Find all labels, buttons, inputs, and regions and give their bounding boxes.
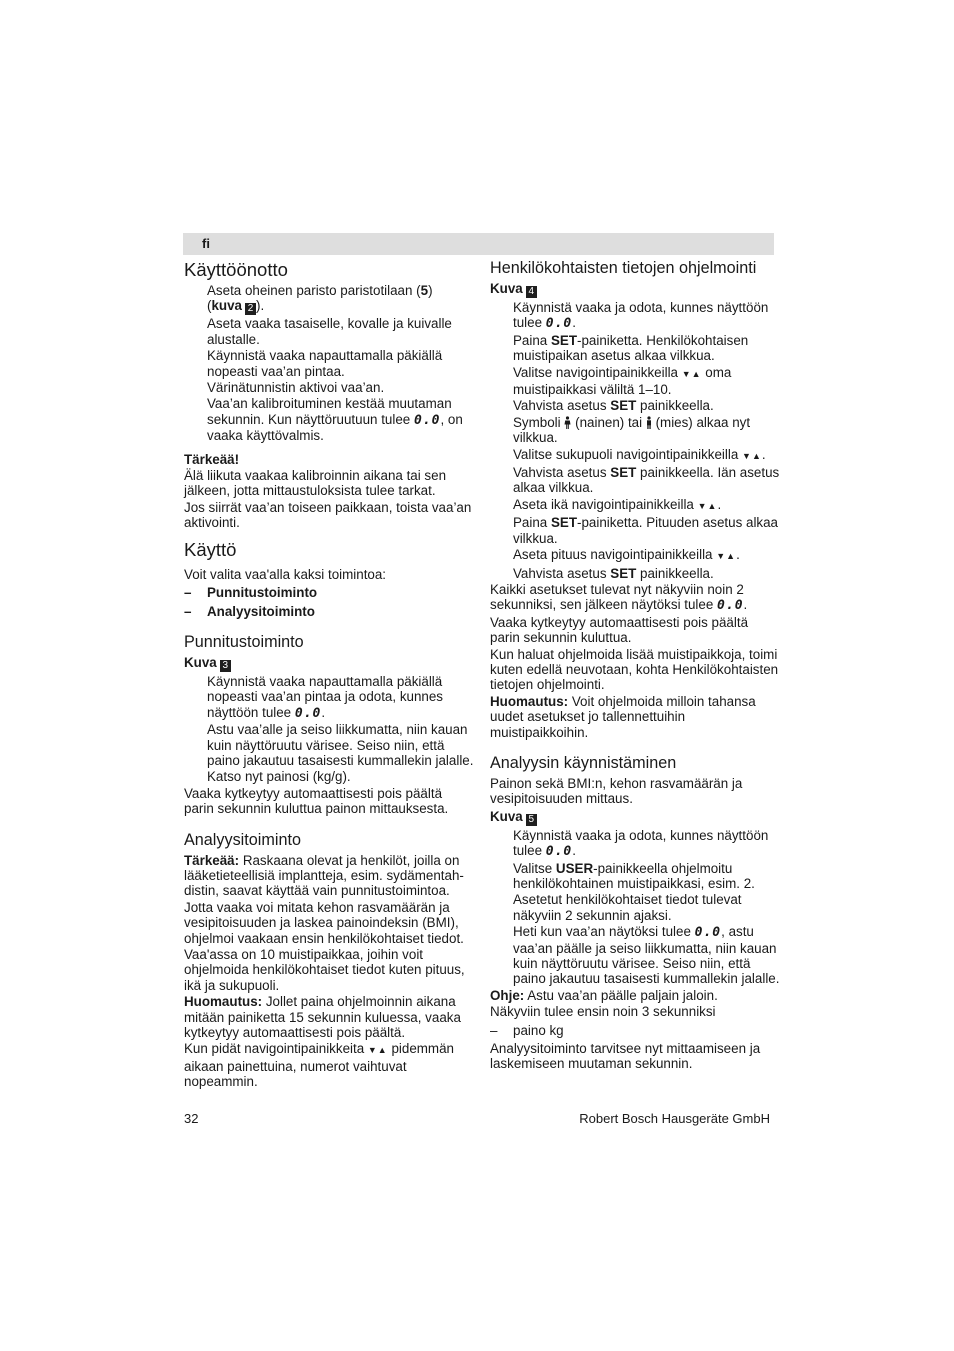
- male-symbol-icon: [646, 416, 652, 429]
- analysis-important: [184, 853, 474, 899]
- step-surface: Aseta vaaka tasaiselle, kovalle ja kuivalle alustalle.: [207, 316, 452, 347]
- step-calibration: [207, 396, 474, 443]
- text: .: [743, 597, 748, 613]
- important-label: Tärkeää!: [184, 451, 240, 467]
- text: Aseta pituus navigointipainikkeilla: [513, 547, 713, 563]
- set-key-label: SET: [550, 515, 578, 531]
- text: -painiketta. Henkilökohtaisen muistipaikan asetus alkaa vilkkua.: [513, 332, 749, 364]
- down-up-arrows-icon: ▼▲: [716, 551, 737, 562]
- text: ): [428, 283, 433, 298]
- prog-step: [513, 566, 780, 581]
- list-item-label: paino kg: [513, 1022, 564, 1038]
- prog-step: [513, 333, 780, 364]
- page-number: 32: [184, 1111, 199, 1126]
- text: Vahvista asetus: [513, 465, 611, 481]
- text: Kun pidät navigointipainikkeita: [184, 1041, 365, 1057]
- prog-step: [513, 465, 780, 496]
- important-text: Älä liikuta vaakaa kalibroinnin aikana tai sen jälkeen, jotta mittaustuloksista tulee tarkat.: [184, 468, 447, 499]
- heading-henkilokohtaiset: Henkilökohtaisten tietojen ohjelmointi: [490, 259, 757, 277]
- text: Raskaana olevat ja henkilöt, joilla on lääketieteellisiä implantteja, esim. sydämentah-distin, saavat käyttää vain punnitustoimintoa.: [184, 852, 464, 899]
- list-item: [490, 1023, 780, 1038]
- important-text-2: Jos siirrät vaa’an toiseen paikkaan, toista vaa’an aktivointi.: [184, 499, 472, 531]
- text: Heti kun vaa’an näytöksi tulee: [513, 924, 691, 940]
- text: (mies) alkaa nyt vilkkua.: [513, 414, 751, 446]
- analysis-step: [513, 861, 780, 892]
- text: Valitse: [513, 860, 556, 876]
- lcd-display-value: 0.0: [294, 705, 322, 721]
- text: Vaa’an kalibroituminen kestää muutaman sekunnin. Kun näyttöruutuun tulee: [207, 396, 452, 427]
- step-battery: [207, 283, 474, 315]
- figure-ref: [490, 281, 780, 298]
- text-bold: 5: [420, 283, 429, 298]
- figure-label: Kuva: [490, 281, 523, 296]
- figure-number-badge: 2: [245, 303, 256, 315]
- heading-analyysi: Analyysitoiminto: [184, 830, 301, 849]
- analysis-step: Asetetut henkilökohtaiset tiedot tulevat näkyviin 2 sekunnin ajaksi.: [513, 892, 742, 923]
- dash: –: [490, 1022, 498, 1038]
- analysis-note: [184, 994, 474, 1040]
- text: Voit ohjelmoida milloin tahansa uudet asetukset jo tallennettuihin muistipaikkoihin.: [490, 693, 756, 740]
- text: .: [717, 496, 722, 512]
- analysis-text: Vaa'assa on 10 muistipaikkaa, joihin voit ohjelmoida henkilökohtaiset tiedot kuten pituus, ikä ja sukupuoli.: [184, 947, 465, 993]
- text: painikkeella.: [636, 565, 714, 581]
- text: Kaikki asetukset tulevat nyt näkyviin noin 2 sekunniksi, sen jälkeen näytöksi tulee: [490, 581, 744, 613]
- left-column: [184, 259, 474, 1091]
- down-up-arrows-icon: ▼▲: [681, 368, 702, 379]
- text: Valitse sukupuoli navigointipainikkeilla: [513, 446, 739, 462]
- prog-step: [513, 300, 780, 332]
- text: (: [207, 298, 212, 314]
- analysis-intro: Painon sekä BMI:n, kehon rasvamäärän ja vesipitoisuuden mittaus.: [490, 775, 743, 807]
- heading-kayttoonotto: Käyttöönotto: [184, 259, 288, 280]
- figure-label: Kuva: [490, 808, 523, 824]
- option-label: Punnitustoiminto: [207, 585, 318, 601]
- lcd-display-value: 0.0: [545, 844, 573, 860]
- text: .: [572, 843, 576, 859]
- step-weigh-read: Katso nyt painosi (kg/g).: [207, 769, 351, 785]
- option-item: [184, 604, 474, 619]
- step-weigh-start: [207, 674, 474, 721]
- text: painikkeella.: [636, 398, 714, 414]
- step-weigh-stand: Astu vaa’alle ja seiso liikkumatta, niin kauan kuin näyttöruutu värisee. Seiso niin, että paino jakautuu tasaisesti kummallekin jalalle.: [207, 722, 474, 768]
- down-up-arrows-icon: ▼▲: [742, 450, 762, 461]
- weigh-auto-off: Vaaka kytkeytyy automaattisesti pois päältä parin sekunnin kuluttua painon mittauksesta.: [184, 785, 449, 817]
- note-label: Huomautus:: [184, 994, 263, 1010]
- text: Käynnistä vaaka napauttamalla päkiällä nopeasti vaa’an pintaa ja odota, kunnes näyttöön tulee: [207, 673, 444, 720]
- important-label: Tärkeää:: [184, 852, 240, 868]
- prog-step: [513, 365, 780, 398]
- text: Valitse navigointipainikkeilla: [513, 364, 678, 380]
- heading-kaytto: Käyttö: [184, 538, 237, 560]
- prog-step: [513, 415, 780, 446]
- text: Aseta ikä navigointipainikkeilla: [513, 496, 694, 512]
- option-label: Analyysitoiminto: [207, 603, 315, 619]
- heading-punnitus: Punnitustoiminto: [184, 632, 304, 651]
- text: .: [321, 704, 326, 720]
- prog-step: [513, 547, 780, 564]
- text: Vahvista asetus: [513, 398, 611, 414]
- option-item: [184, 585, 474, 600]
- analysis-step: [513, 828, 780, 860]
- text: .: [736, 547, 740, 563]
- text: (nainen) tai: [575, 414, 643, 430]
- text: Käynnistä vaaka ja odota, kunnes näyttöön tulee: [513, 827, 769, 859]
- hint-text: [490, 988, 780, 1003]
- settings-shown-text: [490, 582, 780, 614]
- analysis-step: [513, 924, 780, 987]
- display-shows-text: Näkyviin tulee ensin noin 3 sekunniksi: [490, 1004, 716, 1020]
- text: , on vaaka käyttövalmis.: [207, 411, 463, 444]
- text: Aseta oheinen paristo paristotilaan (: [207, 283, 421, 298]
- text: .: [761, 446, 766, 462]
- text: Astu vaa’an päälle paljain jaloin.: [524, 987, 718, 1003]
- prog-step: [513, 398, 780, 413]
- text: painikkeella. Iän asetus alkaa vilkkua.: [513, 465, 780, 496]
- text: Paina: [513, 332, 551, 348]
- analysis-text: Jotta vaaka voi mitata kehon rasvamäärän ja vesipitoisuuden ja laskea painoindeksin (BMI), ohjelmoi vaakaan ensin henkilökohtaiset tiedot.: [184, 899, 464, 946]
- analysis-duration-text: Analyysitoiminto tarvitsee nyt mittaamiseen ja laskemiseen muutaman sekunnin.: [490, 1041, 761, 1072]
- text: Vahvista asetus: [513, 565, 611, 581]
- text: Paina: [513, 515, 551, 531]
- text: .: [572, 315, 576, 331]
- text: ).: [256, 298, 265, 314]
- figure-number-badge: 4: [526, 286, 537, 298]
- right-column: [490, 259, 780, 1073]
- hint-label: Ohje:: [490, 987, 525, 1003]
- auto-off-text: Vaaka kytkeytyy automaattisesti pois päältä parin sekunnin kuluttua.: [490, 614, 749, 646]
- text: pidemmän aikaan painettuina, numerot vaihtuvat nopeammin.: [184, 1041, 454, 1090]
- step-sensor: Värinätunnistin aktivoi vaa’an.: [207, 380, 385, 396]
- figure-ref: [184, 655, 474, 672]
- text: -painikkeella ohjelmoitu henkilökohtainen muistipaikkasi, esim. 2.: [513, 860, 755, 891]
- text: Käynnistä vaaka ja odota, kunnes näyttöön tulee: [513, 300, 769, 331]
- figure-number-badge: 3: [220, 660, 231, 672]
- prog-step: [513, 497, 780, 514]
- dash: –: [184, 603, 192, 619]
- text: -painiketta. Pituuden asetus alkaa vilkkua.: [513, 515, 779, 546]
- figure-number-badge: 5: [526, 814, 537, 826]
- text: Jollet paina ohjelmoinnin aikana mitään painiketta 15 sekunnin kuluessa, vaaka kytkeytyy automaattisesti pois päältä.: [184, 994, 461, 1041]
- down-up-arrows-icon: ▼▲: [697, 500, 718, 511]
- lcd-display-value: 0.0: [717, 598, 744, 614]
- lcd-display-value: 0.0: [413, 412, 441, 428]
- figure-label: Kuva: [184, 654, 217, 670]
- user-key-label: USER: [555, 860, 594, 876]
- language-bar: [183, 233, 774, 255]
- text: oma muistipaikkasi väliltä 1–10.: [513, 364, 732, 398]
- down-up-arrows-icon: ▼▲: [367, 1045, 388, 1056]
- dash: –: [184, 585, 192, 601]
- language-code: fi: [202, 236, 210, 251]
- step-start: Käynnistä vaaka napauttamalla päkiällä nopeasti vaa’an pintaa.: [207, 348, 443, 379]
- more-memory-text: Kun haluat ohjelmoida lisää muistipaikkoja, toimi kuten edellä neuvotaan, kohta Henkilökohtaisten tietojen ohjelmointi.: [490, 646, 779, 693]
- set-key-label: SET: [610, 465, 637, 481]
- note-text: [490, 694, 780, 740]
- prog-step: [513, 515, 780, 546]
- analysis-nav-tip: [184, 1041, 474, 1089]
- kaytto-intro: Voit valita vaa'alla kaksi toimintoa:: [184, 566, 387, 582]
- company-name: Robert Bosch Hausgeräte GmbH: [579, 1111, 770, 1126]
- lcd-display-value: 0.0: [694, 925, 722, 941]
- text: Symboli: [513, 414, 561, 430]
- text: , astu vaa’an päälle ja seiso liikkumatta, niin kauan kuin näyttöruutu värisee. Seiso niin, että paino jakautuu tasaisesti kummallekin jalalle.: [513, 924, 780, 987]
- set-key-label: SET: [610, 565, 637, 581]
- lcd-display-value: 0.0: [545, 316, 573, 332]
- female-symbol-icon: [564, 416, 571, 429]
- note-label: Huomautus:: [490, 693, 569, 709]
- figure-ref: [490, 809, 780, 826]
- prog-step: [513, 447, 780, 464]
- heading-analyysin-kaynnistaminen: Analyysin käynnistäminen: [490, 753, 677, 772]
- set-key-label: SET: [550, 332, 578, 348]
- set-key-label: SET: [610, 398, 637, 414]
- figure-ref: kuva: [211, 298, 242, 314]
